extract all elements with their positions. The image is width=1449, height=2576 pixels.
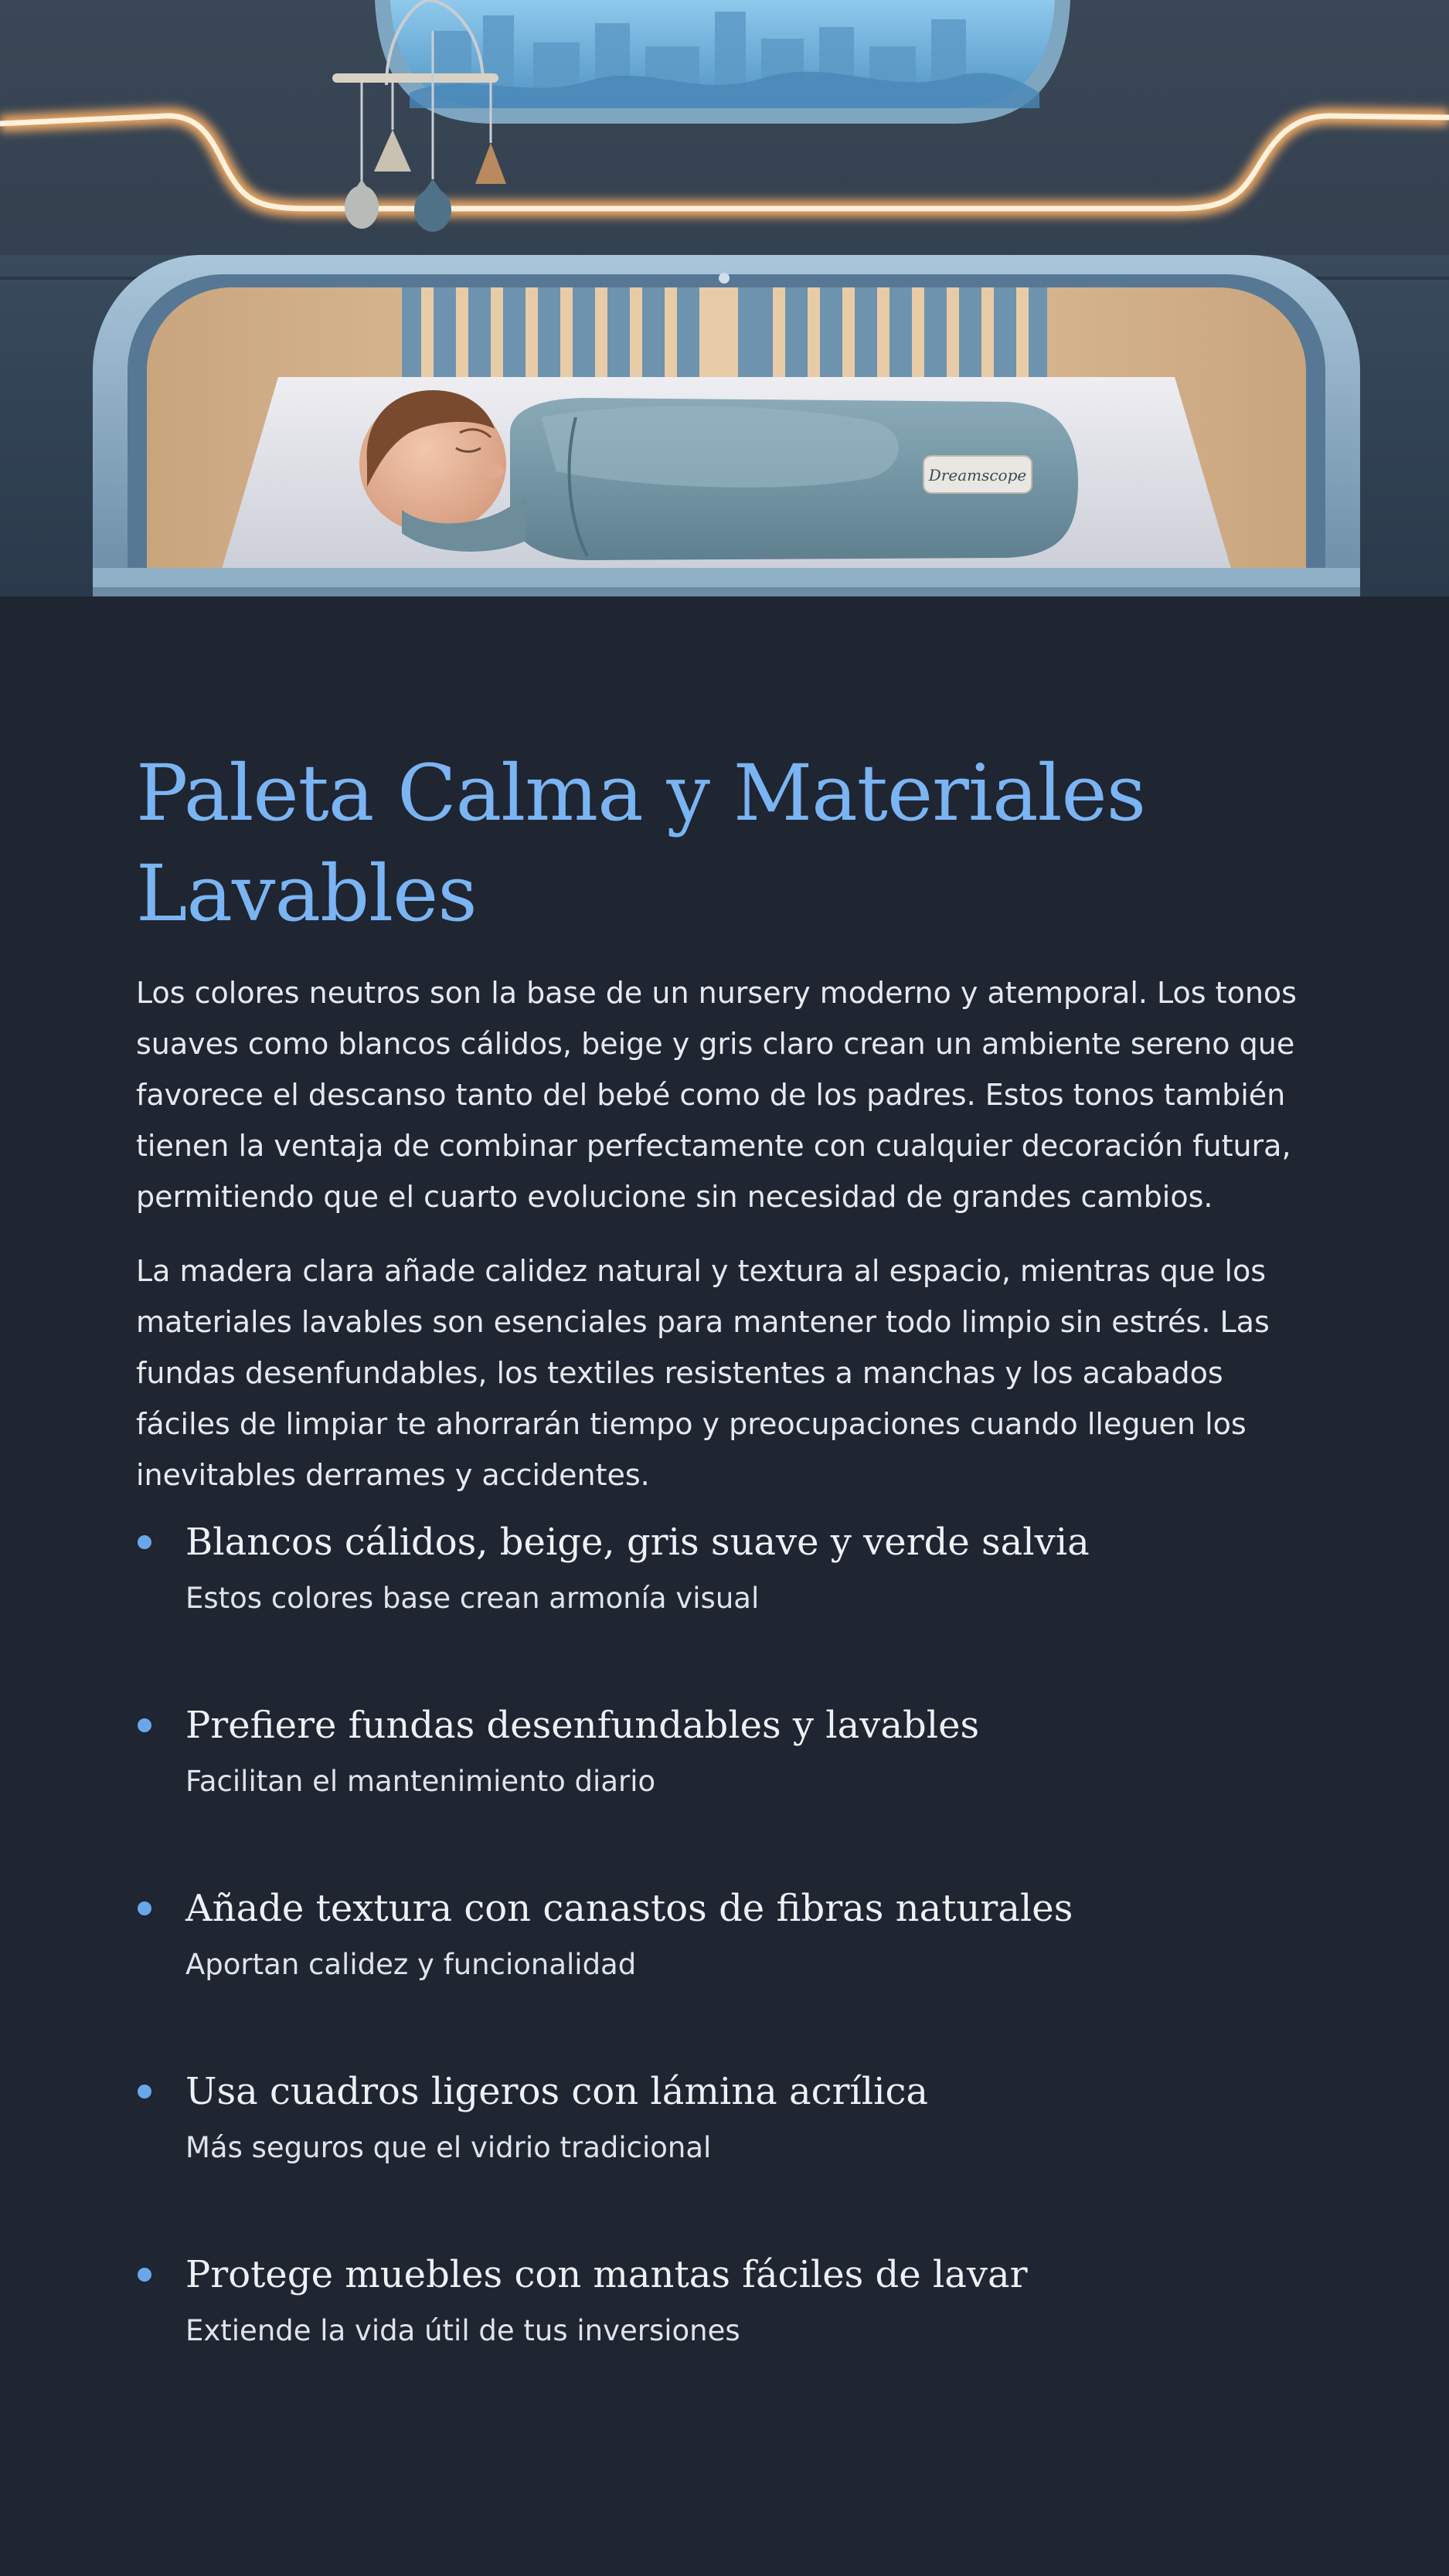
tip-item <box>136 1882 1311 2065</box>
tip-title: Protege muebles con mantas fáciles de lavar <box>185 2253 1028 2296</box>
tip-item <box>136 2065 1311 2248</box>
bullet-dot-icon <box>138 1718 151 1732</box>
bullet-dot-icon <box>138 2085 151 2099</box>
tip-title: Usa cuadros ligeros con lámina acrílica <box>185 2070 928 2113</box>
swaddle-tag-label: Dreamscope <box>928 466 1027 484</box>
materials-paragraph: La madera clara añade calidez natural y textura al espacio, mientras que los materiales lavables son esenciales para mantener todo limpio sin estrés. Las fundas desenfundables, los textiles resistentes a manchas y los acabados fáciles de limpiar te ahorrarán tiempo y preocupaciones cuando lleguen los inevitables derrames y accidentes. <box>136 1254 1270 1492</box>
tip-description: Aportan calidez y funcionalidad <box>185 1948 637 1981</box>
tip-description: Extiende la vida útil de tus inversiones <box>185 2314 740 2347</box>
tip-item <box>136 2248 1311 2432</box>
baby-illustration <box>359 390 1078 560</box>
tip-description: Facilitan el mantenimiento diario <box>185 1765 656 1798</box>
intro-paragraph: Los colores neutros son la base de un nursery moderno y atemporal. Los tonos suaves como blancos cálidos, beige y gris claro crean un ambiente sereno que favorece el descanso tanto del bebé como de los padres. Estos tonos también tienen la ventaja de combinar perfectamente con cualquier decoración futura, permitiendo que el cuarto evolucione sin necesidad de grandes cambios. <box>136 976 1297 1214</box>
tip-item <box>136 1516 1311 1699</box>
tip-description: Estos colores base crean armonía visual <box>185 1582 760 1615</box>
nursery-crib-illustration <box>0 0 1449 596</box>
tip-description: Más seguros que el vidrio tradicional <box>185 2131 712 2164</box>
tip-item <box>136 1699 1311 1882</box>
section-title: Paleta Calma y Materiales Lavables <box>136 748 1146 939</box>
content-section <box>136 743 1311 2432</box>
bullet-dot-icon <box>138 1901 151 1915</box>
bullet-dot-icon <box>138 1535 151 1549</box>
tip-title: Prefiere fundas desenfundables y lavables <box>185 1704 980 1747</box>
tip-title: Blancos cálidos, beige, gris suave y verde salvia <box>185 1521 1090 1564</box>
tips-list <box>136 1516 1311 2432</box>
tip-title: Añade textura con canastos de fibras naturales <box>185 1887 1073 1930</box>
hero-image <box>0 0 1449 596</box>
bullet-dot-icon <box>138 2268 151 2282</box>
